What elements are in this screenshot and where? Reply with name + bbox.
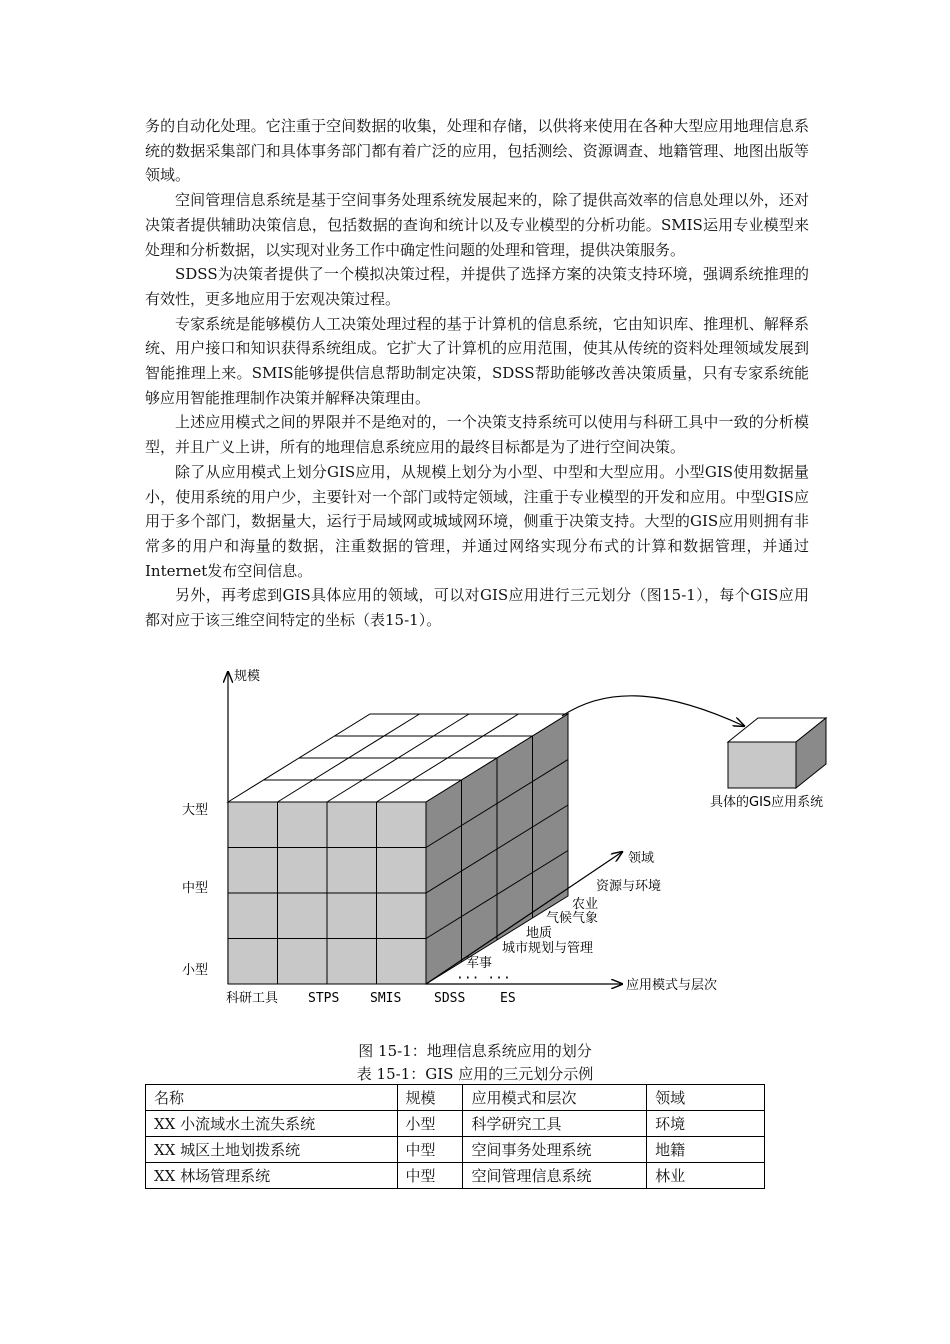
paragraph: 上述应用模式之间的界限并不是绝对的，一个决策支持系统可以使用与科研工具中一致的分析模型，并且广义上讲，所有的地理信息系统应用的最终目标都是为了进行空间决策。 [145, 413, 809, 457]
table-row [146, 1137, 765, 1163]
gis-classification-figure [170, 664, 860, 1024]
header-name: 名称 [146, 1085, 398, 1111]
paragraph: 另外，再考虑到GIS具体应用的领域，可以对GIS应用进行三元划分（图15-1），每个GIS应用都对应于该三维空间特定的坐标（表15-1）。 [145, 586, 809, 630]
domain-label: 城市规划与管理 [502, 941, 594, 956]
paragraph: 专家系统是能够模仿人工决策处理过程的基于计算机的信息系统，它由知识库、推理机、解释系统、用户接口和知识获得系统组成。它扩大了计算机的应用范围，使其从传统的资料处理领域发展到智能推理上来。SMIS能够提供信息帮助制定决策，SDSS帮助能够改善决策质量，只有专家系统能够应用智能推理制作决策并解释决策理由。 [145, 314, 809, 407]
header-domain: 领域 [647, 1085, 765, 1111]
cell-mode: 空间管理信息系统 [463, 1163, 647, 1189]
z-axis-label: 领域 [628, 851, 655, 866]
header-mode: 应用模式和层次 [463, 1085, 647, 1111]
body-text [145, 114, 809, 633]
x-ellipsis: ··· ··· [456, 971, 511, 986]
cell-name: XX 城区土地划拨系统 [146, 1137, 398, 1163]
table-caption: 表 15-1：GIS 应用的三元划分示例 [356, 1065, 594, 1083]
cell-name: XX 小流域水土流失系统 [146, 1111, 398, 1137]
y-axis-label: 规模 [234, 669, 261, 684]
domain-label: 资源与环境 [596, 879, 662, 894]
callout-box-front [728, 742, 796, 788]
table-row [146, 1111, 765, 1137]
table-header-row [146, 1085, 765, 1111]
domain-label: 军事 [466, 956, 493, 971]
scale-label-small: 小型 [182, 963, 209, 978]
domain-label: 地质 [526, 926, 553, 941]
x-category-es: ES [500, 991, 516, 1006]
cell-domain: 地籍 [647, 1137, 765, 1163]
scale-label-medium: 中型 [182, 881, 209, 896]
domain-label: 气候气象 [546, 911, 599, 926]
x-axis-label: 应用模式与层次 [626, 978, 718, 993]
cell-mode: 科学研究工具 [463, 1111, 647, 1137]
paragraph: 空间管理信息系统是基于空间事务处理系统发展起来的，除了提供高效率的信息处理以外，还对决策者提供辅助决策信息，包括数据的查询和统计以及专业模型的分析功能。SMIS运用专业模型来处理和分析数据，以实现对业务工作中确定性问题的处理和管理，提供决策服务。 [145, 191, 809, 259]
domain-label: 农业 [572, 897, 599, 912]
cell-domain: 林业 [647, 1163, 765, 1189]
header-scale: 规模 [397, 1085, 463, 1111]
cube-diagram [170, 664, 860, 1024]
table-row [146, 1163, 765, 1189]
cell-mode: 空间事务处理系统 [463, 1137, 647, 1163]
cell-scale: 中型 [397, 1137, 463, 1163]
callout-arrow [562, 696, 744, 726]
paragraph: 务的自动化处理。它注重于空间数据的收集，处理和存储，以供将来使用在各种大型应用地理信息系统的数据采集部门和具体事务部门都有着广泛的应用，包括测绘、资源调查、地籍管理、地图出版等领域。 [145, 117, 809, 185]
cell-domain: 环境 [647, 1111, 765, 1137]
paragraph: SDSS为决策者提供了一个模拟决策过程，并提供了选择方案的决策支持环境，强调系统推理的有效性，更多地应用于宏观决策过程。 [145, 265, 809, 308]
figure-caption: 图 15-1：地理信息系统应用的划分 [358, 1042, 592, 1060]
cell-name: XX 林场管理系统 [146, 1163, 398, 1189]
scale-label-large: 大型 [182, 803, 209, 818]
x-category-stps: STPS [308, 991, 340, 1006]
x-category-smis: SMIS [370, 991, 402, 1006]
cell-scale: 小型 [397, 1111, 463, 1137]
cell-scale: 中型 [397, 1163, 463, 1189]
paragraph: 除了从应用模式上划分GIS应用，从规模上划分为小型、中型和大型应用。小型GIS使用数据量小，使用系统的用户少，主要针对一个部门或特定领域，注重于专业模型的开发和应用。中型GIS应用于多个部门，数据量大，运行于局域网或城域网环境，侧重于决策支持。大型的GIS应用则拥有非常多的用户和海量的数据，注重数据的管理，并通过网络实现分布式的计算和数据管理，并通过Internet发布空间信息。 [145, 462, 809, 580]
gis-classification-table [145, 1084, 765, 1189]
x-category-research: 科研工具 [226, 991, 279, 1006]
x-category-sdss: SDSS [434, 991, 466, 1006]
callout-label: 具体的GIS应用系统 [710, 795, 824, 810]
